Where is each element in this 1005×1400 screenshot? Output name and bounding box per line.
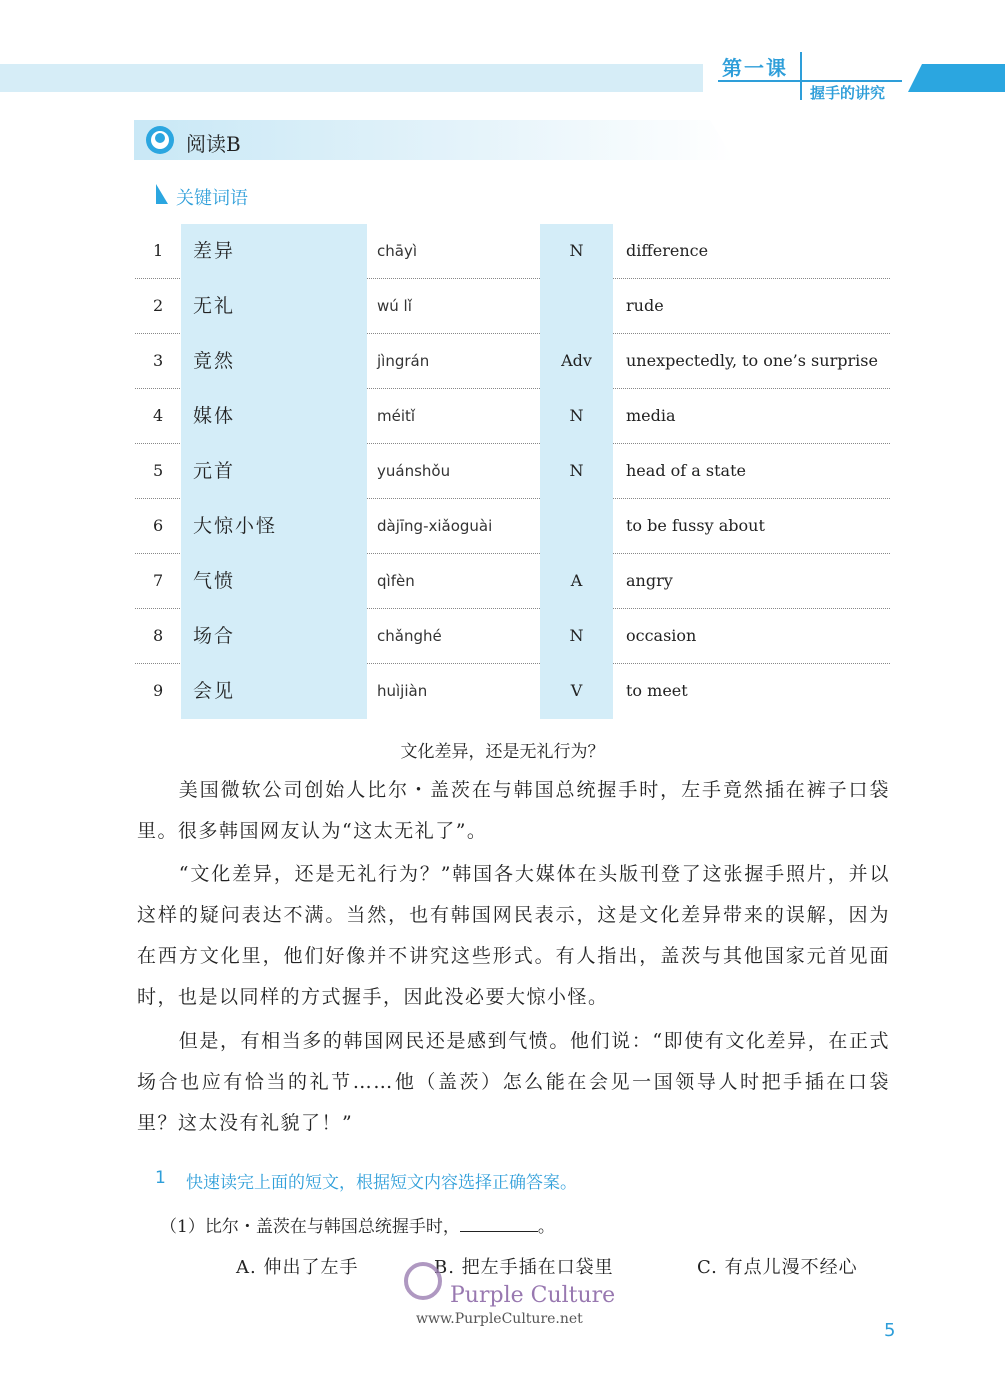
header-divider <box>800 52 802 100</box>
vocab-number: 4 <box>153 406 164 425</box>
reading-icon <box>146 126 174 154</box>
vocab-pinyin: dàjīng-xiǎoguài <box>377 517 493 535</box>
exercise-item <box>160 1212 555 1237</box>
section-subtitle: 关键词语 <box>176 188 248 209</box>
vocab-number: 1 <box>153 241 164 260</box>
lesson-title: 握手的讲究 <box>810 84 886 102</box>
paragraph: 但是，有相当多的韩国网民还是感到气愤。他们说：“即使有文化差异，在正式场合也应有恰当的礼节……他（盖茨）怎么能在会见一国领导人时把手插在口袋里？这太没有礼貌了！” <box>137 1030 890 1134</box>
vocab-hanzi: 气愤 <box>193 570 236 592</box>
vocab-hanzi: 元首 <box>193 460 236 482</box>
vocab-number: 3 <box>153 351 164 370</box>
vocab-hanzi: 大惊小怪 <box>193 515 278 537</box>
vocab-row <box>135 389 890 444</box>
vocab-pos <box>540 279 613 333</box>
vocab-pos: N <box>569 241 584 260</box>
vocab-row <box>135 554 890 609</box>
vocab-pinyin: chāyì <box>377 242 417 260</box>
watermark-brand: Purple Culture <box>450 1283 616 1308</box>
watermark-url: www.PurpleCulture.net <box>416 1311 583 1327</box>
page-number: 5 <box>884 1320 896 1341</box>
watermark-logo-icon <box>404 1262 442 1300</box>
vocab-pos: N <box>569 626 584 645</box>
vocab-english: occasion <box>626 626 697 645</box>
lesson-number: 第一课 <box>722 56 788 80</box>
text-title: 文化差异，还是无礼行为？ <box>400 742 605 762</box>
vocab-english: head of a state <box>626 461 746 480</box>
header-band <box>0 64 703 92</box>
vocab-row <box>135 444 890 499</box>
vocab-english: unexpectedly, to one’s surprise <box>626 351 878 370</box>
vocab-row <box>135 499 890 554</box>
vocab-number: 2 <box>153 296 164 315</box>
vocab-hanzi: 媒体 <box>193 405 236 427</box>
vocab-row <box>135 334 890 389</box>
option-c: C. 有点儿漫不经心 <box>697 1257 858 1278</box>
vocab-english: to meet <box>626 681 688 700</box>
vocab-pinyin: qìfèn <box>377 572 415 590</box>
paragraph: “文化差异，还是无礼行为？”韩国各大媒体在头版刊登了这张握手照片，并以这样的疑问表达不满。当然，也有韩国网民表示，这是文化差异带来的误解，因为在西方文化里，他们好像并不讲究这些形式。有人指出，盖茨与其他国家元首见面时，也是以同样的方式握手，因此没必要大惊小怪。 <box>137 863 890 1008</box>
vocab-pinyin: yuánshǒu <box>377 462 451 480</box>
vocab-number: 5 <box>153 461 164 480</box>
vocab-english: media <box>626 406 676 425</box>
paragraph: 美国微软公司创始人比尔・盖茨在与韩国总统握手时，左手竟然插在裤子口袋里。很多韩国网友认为“这太无礼了”。 <box>137 779 890 842</box>
vocab-number: 6 <box>153 516 164 535</box>
option-a: A. 伸出了左手 <box>236 1257 359 1278</box>
vocab-english: angry <box>626 571 673 590</box>
vocab-row <box>135 609 890 664</box>
vocab-number: 8 <box>153 626 164 645</box>
vocab-pinyin: huìjiàn <box>377 682 428 700</box>
vocab-hanzi: 无礼 <box>193 295 236 317</box>
vocab-english: rude <box>626 296 664 315</box>
vocab-hanzi: 竟然 <box>193 350 236 372</box>
vocab-row <box>135 664 890 718</box>
exercise-item-label: （1）比尔・盖茨在与韩国总统握手时， <box>160 1217 460 1237</box>
vocab-pos: A <box>570 571 583 590</box>
vocab-pos: N <box>569 406 584 425</box>
exercise-number: 1 <box>155 1168 166 1188</box>
vocab-row <box>135 279 890 334</box>
vocab-pos: V <box>570 681 583 700</box>
vocab-english: to be fussy about <box>626 516 765 535</box>
answer-blank <box>460 1215 538 1232</box>
vocab-pinyin: wú lǐ <box>377 297 412 315</box>
vocab-number: 9 <box>153 681 164 700</box>
vocab-pos <box>540 499 613 553</box>
vocab-english: difference <box>626 241 709 260</box>
vocab-pos: Adv <box>561 351 592 370</box>
exercise-item-end: 。 <box>537 1217 555 1237</box>
vocab-pos: N <box>569 461 584 480</box>
vocab-table <box>135 224 890 718</box>
header-tab <box>908 64 1005 92</box>
vocab-pinyin: jìngrán <box>377 352 430 370</box>
option-b: B. 把左手插在口袋里 <box>434 1257 614 1278</box>
vocab-hanzi: 场合 <box>193 625 236 647</box>
section-title: 阅读B <box>186 132 241 156</box>
vocab-pinyin: chǎnghé <box>377 627 442 645</box>
exercise-instruction: 快速读完上面的短文，根据短文内容选择正确答案。 <box>186 1173 577 1193</box>
vocab-hanzi: 差异 <box>193 240 236 262</box>
vocab-hanzi: 会见 <box>193 680 236 702</box>
vocab-row <box>135 224 890 279</box>
subtitle-marker-icon <box>156 184 168 204</box>
vocab-pinyin: méitǐ <box>377 407 416 425</box>
vocab-number: 7 <box>153 571 164 590</box>
